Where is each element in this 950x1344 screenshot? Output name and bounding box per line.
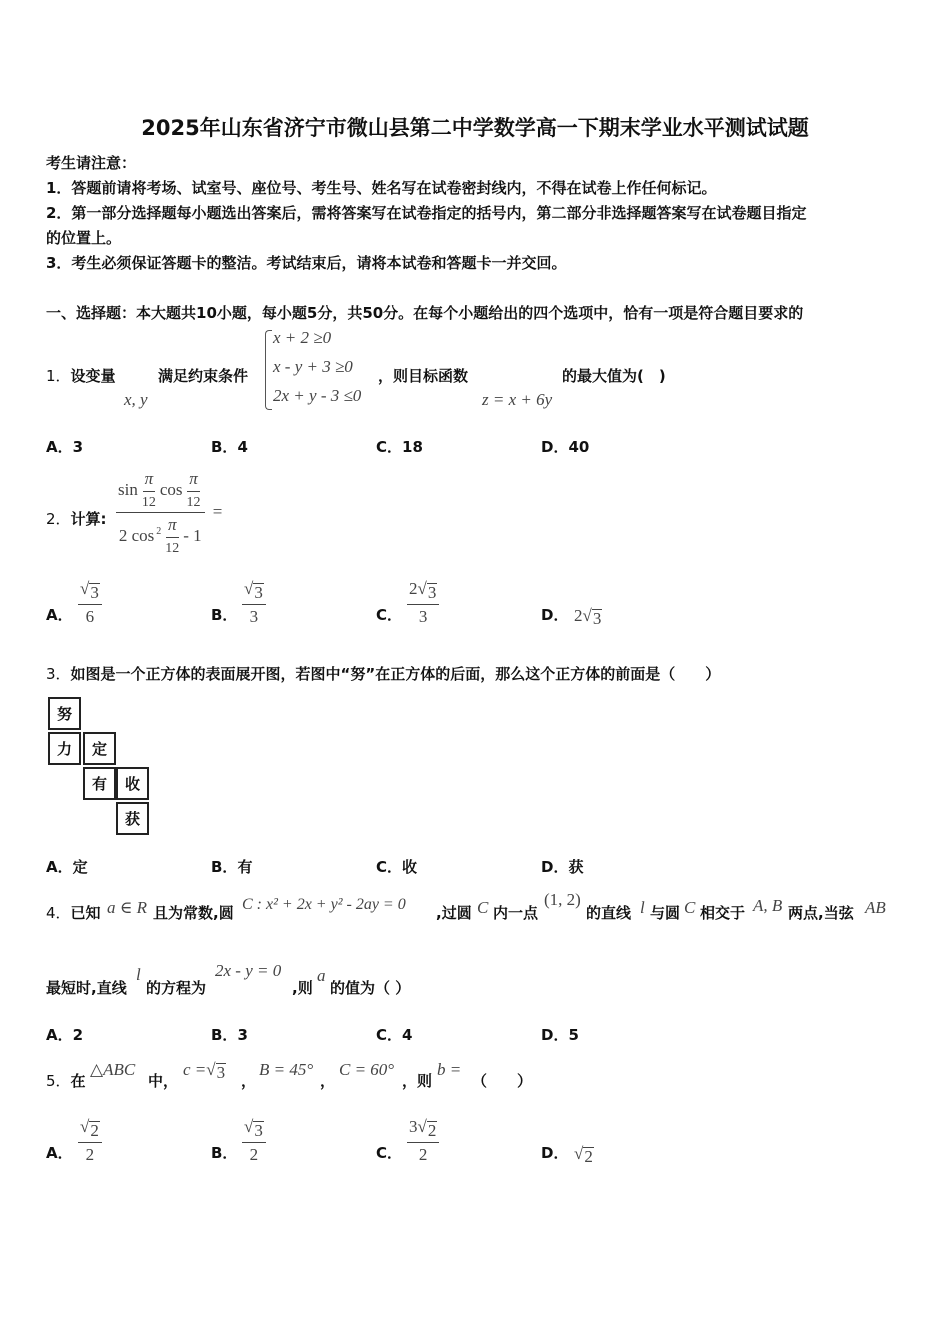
q4-text-8: 两点,当弦	[788, 904, 854, 922]
q4-option-a[interactable]: A．2	[46, 1026, 84, 1044]
cube-cell-li: 力	[48, 732, 81, 765]
q1-text-d: 的最大值为( )	[562, 367, 666, 385]
cube-cell-you: 有	[83, 767, 116, 800]
q3-option-b[interactable]: B．有	[211, 858, 253, 876]
q4-math-8: AB	[865, 898, 886, 917]
q5-comma-2: ，	[320, 1072, 336, 1090]
cube-cell-shou: 收	[116, 767, 149, 800]
q1-constraint-brace	[265, 330, 272, 410]
q2-stem	[46, 508, 107, 529]
q4-math-4: (1, 2)	[544, 890, 581, 909]
q1-constraint-1: x + 2 ≥0	[273, 328, 332, 347]
q5-comma-1: ，	[241, 1072, 257, 1090]
q4-math-7: A, B	[753, 896, 783, 915]
q5-option-b-label[interactable]: B．	[211, 1144, 238, 1162]
q5-option-c-label[interactable]: C．	[376, 1144, 403, 1162]
q3-stem	[46, 663, 720, 684]
q3-number: 3．	[46, 665, 71, 683]
q5-option-b-value[interactable]: √ 3 2	[242, 1118, 266, 1165]
q4-text-2: 且为常数,圆	[153, 904, 234, 922]
q4-text-7: 相交于	[700, 904, 746, 922]
q5-option-a-label[interactable]: A．	[46, 1144, 73, 1162]
q4-text-3: ,过圆	[436, 904, 472, 922]
q5-angle-b: B = 45°	[259, 1060, 314, 1079]
notice-item-3: 3．考生必须保证答题卡的整洁。考试结束后，请将本试卷和答题卡一并交回。	[46, 254, 567, 272]
q1-text-a: 设变量	[70, 367, 116, 385]
q2-option-b-value[interactable]: √ 3 3	[242, 580, 266, 627]
q4-math-9: l	[136, 965, 141, 984]
cube-cell-nu: 努	[48, 697, 81, 730]
q5-angle-c: C = 60°	[339, 1060, 395, 1079]
q1-text-c: ，则目标函数	[378, 367, 469, 385]
q4-text-12: 的值为（ ）	[330, 979, 411, 997]
q5-text-2: 中，	[148, 1072, 179, 1090]
q1-vars: x, y	[124, 390, 148, 409]
q3-option-d[interactable]: D．获	[541, 858, 584, 876]
q1-option-a[interactable]: A．3	[46, 438, 84, 456]
q4-math-11: a	[317, 966, 326, 985]
q5-option-c-value[interactable]: 3 √ 2 2	[407, 1118, 439, 1165]
notice-item-2b: 的位置上。	[46, 229, 122, 247]
q3-option-c[interactable]: C．收	[376, 858, 418, 876]
q1-stem	[46, 365, 116, 386]
q1-constraint-3: 2x + y - 3 ≤0	[273, 386, 362, 405]
q2-option-a-value[interactable]: √ 3 6	[78, 580, 102, 627]
notice-item-2a: 2．第一部分选择题每小题选出答案后，需将答案写在试卷指定的括号内，第二部分非选择题答案写在试卷题目指定	[46, 204, 807, 222]
q4-text-5: 的直线	[586, 904, 632, 922]
q4-option-c[interactable]: C．4	[376, 1026, 413, 1044]
q2-expression: sin $\frac{\pi}{12}$ cos $\frac{\pi}{12}$ 2 cos $^2$ $\frac{\pi}{12}$ - 1 =	[118, 469, 223, 556]
notice-item-1: 1．答题前请将考场、试室号、座位号、考生号、姓名写在试卷密封线内，不得在试卷上作任何标记。	[46, 179, 717, 197]
q4-text-6: 与圆	[650, 904, 681, 922]
q2-number: 2．	[46, 510, 71, 528]
q2-option-a-label[interactable]: A．	[46, 606, 73, 624]
cos-label: cos	[159, 479, 183, 499]
sin-label: sin	[118, 479, 138, 499]
q1-option-c[interactable]: C．18	[376, 438, 423, 456]
q2-option-c-label[interactable]: C．	[376, 606, 403, 624]
q5-option-d-value[interactable]: √ 2	[574, 1144, 593, 1166]
q4-stem-start: 4．已知	[46, 904, 101, 922]
q4-math-10: 2x - y = 0	[215, 961, 282, 980]
q5-b-eq: b =	[437, 1060, 462, 1079]
q4-text-10: 的方程为	[146, 979, 207, 997]
q4-math-5: l	[640, 898, 645, 917]
q5-number: 5．	[46, 1072, 71, 1090]
q4-math-2: C : x² + 2x + y² - 2ay = 0	[242, 896, 406, 913]
q2-option-d-value[interactable]: 2 √ 3	[574, 606, 602, 628]
q5-side-c: c = √ 3	[183, 1060, 226, 1082]
q2-text: 计算:	[70, 510, 107, 528]
q4-option-b[interactable]: B．3	[211, 1026, 248, 1044]
page-title: 2025年山东省济宁市微山县第二中学数学高一下期末学业水平测试试题	[141, 116, 809, 140]
cube-cell-ding: 定	[83, 732, 116, 765]
q4-text-11: ,则	[292, 979, 313, 997]
cube-cell-huo: 获	[116, 802, 149, 835]
q5-option-a-value[interactable]: √ 2 2	[78, 1118, 102, 1165]
q4-text-9: 最短时,直线	[46, 979, 127, 997]
q4-math-3: C	[477, 898, 489, 917]
q1-objective: z = x + 6y	[482, 390, 553, 409]
q5-text-4: （ ）	[472, 1072, 533, 1090]
q1-text-b: 满足约束条件	[158, 367, 249, 385]
q2-option-b-label[interactable]: B．	[211, 606, 238, 624]
q1-constraint-2: x - y + 3 ≥0	[273, 357, 353, 376]
q5-option-d-label[interactable]: D．	[541, 1144, 569, 1162]
section-heading: 一、选择题：本大题共10小题，每小题5分，共50分。在每个小题给出的四个选项中，恰有一项是符合题目要求的	[46, 304, 804, 322]
notice-heading: 考生请注意：	[46, 154, 137, 172]
q3-option-a[interactable]: A．定	[46, 858, 88, 876]
q1-option-d[interactable]: D．40	[541, 438, 590, 456]
q4-text-4: 内一点	[493, 904, 539, 922]
q4-math-1: a ∈ R	[107, 898, 147, 917]
q5-text-3: ，则	[402, 1072, 433, 1090]
q5-stem-start: 5．在	[46, 1072, 86, 1090]
q1-option-b[interactable]: B．4	[211, 438, 248, 456]
q4-number: 4．	[46, 904, 71, 922]
q3-text: 如图是一个正方体的表面展开图，若图中“努”在正方体的后面，那么这个正方体的前面是（ ）	[70, 665, 721, 683]
q2-option-c-value[interactable]: 2 √ 3 3	[407, 580, 439, 627]
q1-number: 1．	[46, 367, 71, 385]
q4-option-d[interactable]: D．5	[541, 1026, 579, 1044]
q4-math-6: C	[684, 898, 696, 917]
q2-option-d-label[interactable]: D．	[541, 606, 569, 624]
q5-triangle: △ABC	[90, 1060, 136, 1079]
